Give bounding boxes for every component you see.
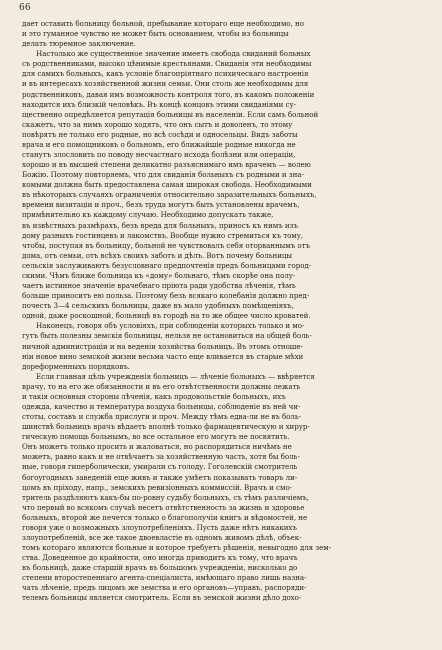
text-line: телемъ больницы является смотритель. Если въ земской жизни дѣло дохо- — [22, 593, 302, 603]
text-line: ные, говоря гиперболически, умирали съ голоду. Гоголевскій смотритель — [22, 462, 298, 472]
text-line: одежда, качество и температура воздуха больницы, соблюденіе въ ней чи- — [22, 401, 301, 411]
text-line: комыми должна быть предоставлена самая широкая свобода. Необходимыми — [22, 180, 312, 190]
text-line: гутъ быть полезны земскія больницы, нельзя не остановиться на общей боль- — [22, 331, 312, 341]
text-line: степени второстепеннаго агента-спеціалиста, имѣющаго право лишь назна- — [22, 573, 307, 583]
text-line: злоупотребленій, все же такое двоевластіе въ одномъ живомъ дѣлѣ, объек- — [22, 532, 302, 542]
text-line: говоря уже о возможныхъ злоупотребленіяхъ. Пусть даже нѣтъ никакихъ — [22, 522, 297, 532]
text-line: примѣнительно къ каждому случаю. Необходимо допускать также, — [22, 210, 274, 220]
text-line: Настолько же существенное значение имеетъ свобода свиданий больных — [36, 49, 311, 59]
text-line: и такія основныя стороны лѣченія, какъ продовольствіе больныхъ, ихъ — [22, 391, 286, 401]
text-line: дому разныхъ гостинцевъ и лакомствъ. Вообще нужно стремиться къ тому, — [22, 230, 304, 240]
text-line: тритель раздѣляютъ какъ-бы по-ровну судьбу больныхъ, съ тѣмъ различіемъ, — [22, 492, 309, 502]
text-line: почесть 3—4 сельскихъ больницы, даже въ мало удобныхъ помѣщеніяхъ, — [22, 301, 294, 311]
text-line: врача и его помощниковъ о больномъ, его ближайшіе родные никогда не — [22, 139, 296, 149]
text-line: щественно опредѣляется репутація больницы въ населеніи. Если самъ больной — [22, 109, 319, 119]
text-line: цомъ въ пріходу, напр., земскихъ ревизіонныхъ коммиссій. Врачъ и смо- — [22, 482, 293, 492]
text-line: одной, даже роскошной, больницѣ въ городѣ на то же общее число кроватей. — [22, 311, 311, 321]
text-line: скими. Чѣмъ ближе больница къ «дому» больнаго, тѣмъ скорѣе она полу- — [22, 270, 296, 280]
text-line: томъ котораго являются больные и которое требуетъ рѣшенія, невыгодно для зем- — [22, 543, 332, 553]
text-line: родственниковъ, давая имъ возможность контроля того, въ какомъ положеніи — [22, 89, 315, 99]
text-line: сельскія заслуживаютъ безусловнаго предпочтенія предъ больницами город- — [22, 260, 312, 270]
text-line: въ извѣстныхъ размѣрахъ, безъ вреда для больныхъ, приносъ къ нимъ изъ — [22, 220, 298, 230]
body-text — [22, 19, 432, 604]
text-line: дома, отъ семьи, отъ всѣхъ своихъ заботъ и дѣлъ. Вотъ почему больницы — [22, 250, 292, 260]
text-line: времени визитаціи и проч., безъ труда могутъ быть установлены врачемъ, — [22, 200, 300, 210]
text-line: Если главная цѣль учрежденія больницъ — лѣченіе больныхъ — ввѣряется — [36, 371, 315, 381]
text-line: ніи новое вино земской жизни весьма часто еще вливается въ старые мѣхи — [22, 351, 304, 361]
text-line: дореформенныхъ порядковъ. — [22, 361, 130, 371]
text-line: Божію. Поэтому повторяемъ, что для свиданія больныхъ съ родными и зна- — [22, 170, 304, 180]
text-line: и въ интересахъ хозяйственной жизни семьи. Они столь же необходимы для — [22, 79, 309, 89]
text-line: дает оставить больницу больной, пребывание котораго еще необходимо, но — [22, 19, 304, 28]
text-line: гическую помощь больнымъ, во все остальное его могутъ не посвятить. — [22, 432, 290, 442]
text-line: станутъ злословить по поводу несчастнаго исхода болѣзни или операціи, — [22, 150, 296, 160]
text-line: для самихъ больныхъ, какъ условіе благопріятнаго психическаго настроенія — [22, 69, 309, 79]
text-line: что первый во всякомъ случаѣ несетъ отвѣтственность за жизнь и здоровье — [22, 502, 305, 512]
text-line: стоты, составъ и служба прислуги и проч. Между тѣмъ едва-ли не въ боль- — [22, 412, 302, 422]
text-line: скажетъ, что за нимъ хорошо ходятъ, что онъ сытъ и доволенъ, то этому — [22, 119, 293, 129]
page-number: 66 — [19, 3, 31, 13]
text-line: можетъ, равно какъ и не отвѣчаетъ за хозяйственную часть, хотя бы боль- — [22, 452, 300, 462]
text-line: врачу, то на его же обязанности и въ его отвѣтственности должны лежать — [22, 381, 301, 391]
text-line: больныхъ, второй же печется только о благополучіи книгъ и вѣдомостей, не — [22, 512, 308, 522]
text-line: ства. Доведенное до крайности, оно иногда приводитъ къ тому, что врачъ — [22, 553, 298, 563]
text-line: въ нѣкоторыхъ случаяхъ ограниченія относительно заразительныхъ больныхъ, — [22, 190, 317, 200]
text-line: делать тюремное заключение. — [22, 39, 136, 49]
text-line: повѣрятъ не только его родные, но всѣ сосѣди и односельцы. Видъ заботы — [22, 129, 298, 139]
text-line: въ больницѣ, даже старшій врачъ въ большомъ учрежденіи, нисколько до — [22, 563, 298, 573]
text-line: и это гуманное чувство не может быть основанием, чтобы из больницы — [22, 29, 289, 39]
text-line: шинствѣ больницъ врачъ вѣдаетъ вполнѣ только фармацевтическую и хирур- — [22, 422, 310, 432]
text-line: Наконецъ, говоря объ условіяхъ, при соблюденіи которыхъ только и мо- — [36, 321, 305, 331]
text-line: съ родственниками, высоко цѣнимые крестьянами. Свиданія эти необходимы — [22, 59, 312, 69]
text-line: больше приноситъ ею польза. Поэтому безъ всякаго колебанія должно пред- — [22, 291, 310, 301]
text-line: чтобы, поступая въ больницу, больной не чувствовалъ себя оторваннымъ отъ — [22, 240, 310, 250]
text-line: чаетъ истинное значеніе врачебнаго пріюта ради удобства лѣченія, тѣмъ — [22, 281, 296, 291]
text-line: находится ихъ близкій человѣкъ. Въ концѣ концовъ этими свиданіями су- — [22, 99, 296, 109]
text-line: чать лѣченіе, предъ лицомъ же земства и его органовъ—управъ, распоряди- — [22, 583, 307, 593]
text-line: Онъ можетъ только просить и жаловаться, но распорядиться ничѣмъ не — [22, 442, 292, 452]
text-line: ничной администраціи и на веденіи хозяйства больницъ. Въ этомъ отноше- — [22, 341, 303, 351]
text-line: богоугодныхъ заведеній еще живъ и также умѣетъ показывать товаръ ли- — [22, 472, 298, 482]
text-line: хорошо и въ высшей степени деликатно разъяснимаго имъ врачемъ — волею — [22, 160, 311, 170]
